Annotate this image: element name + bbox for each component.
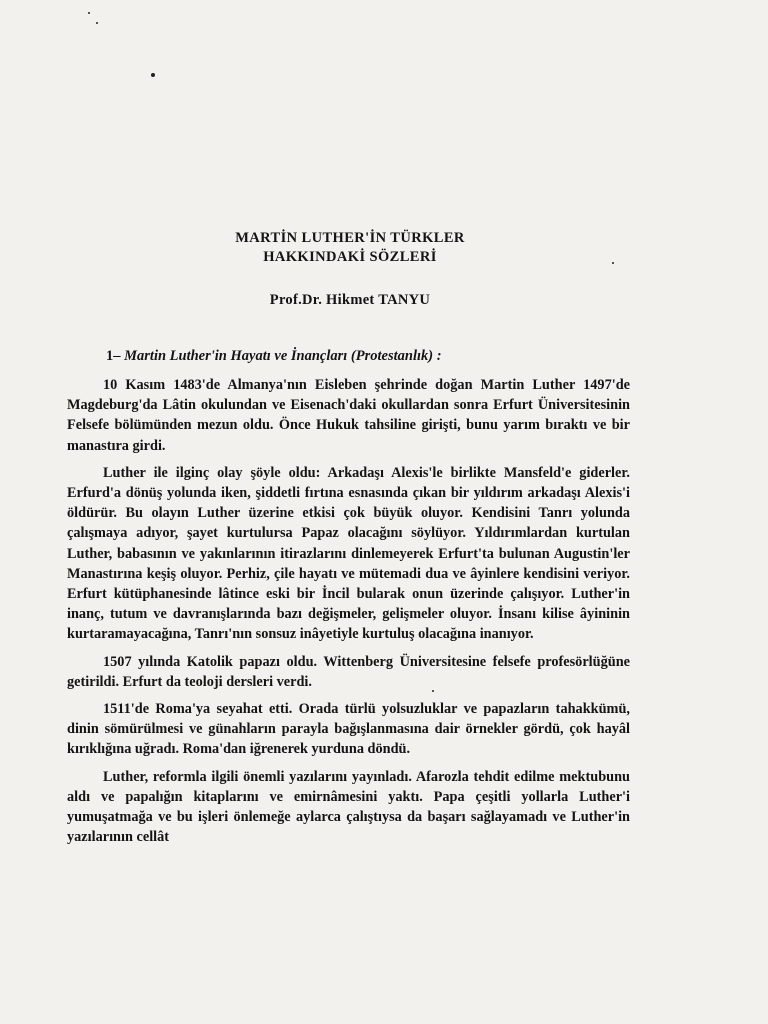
paragraph: 1511'de Roma'ya seyahat etti. Orada türlü yolsuzluklar ve papazların tahakkümü, dinin sömürülmesi ve günahların parayla bağışlanmasına dair örnekler gördü, çok hayâl kırıklığına uğradı. Roma'dan iğrenerek yurduna döndü.	[67, 701, 630, 758]
document-author: Prof.Dr. Hikmet TANYU	[269, 292, 431, 308]
body-text	[67, 375, 630, 854]
scan-speck	[151, 73, 155, 77]
scan-speck	[88, 12, 90, 14]
paragraph: Luther, reformla ilgili önemli yazılarını yayınladı. Afarozla tehdit edilme mektubunu aldı ve papalığın kitaplarını ve emirnâmesini yaktı. Papa çeşitli yollarla Luther'i yumuşatmağa ve bu işleri önlemeğe aylarca çalıştıysa da başarı sağlayamadı ve Luther'in yazılarının cellât	[67, 768, 630, 846]
document-title-line-1: MARTİN LUTHER'İN TÜRKLER	[235, 230, 465, 246]
paragraph: 1507 yılında Katolik papazı oldu. Wittenberg Üniversitesine felsefe profesörlüğüne getirildi. Erfurt da teoloji dersleri verdi.	[67, 653, 630, 690]
paragraph: 10 Kasım 1483'de Almanya'nın Eisleben şehrinde doğan Martin Luther 1497'de Magdeburg'da Lâtin okulundan ve Eisenach'daki okullardan sonra Erfurt Üniversitesinin Felsefe bölümünden mezun oldu. Önce Hukuk tahsiline girişti, bunu yarım bıraktı ve bir manastıra girdi.	[67, 377, 630, 454]
paragraph: Luther ile ilginç olay şöyle oldu: Arkadaşı Alexis'le birlikte Mansfeld'e giderler. Erfurd'a dönüş yolunda iken, şiddetli fırtına esnasında çıkan bir yıldırım arkadaşı Alexis'i öldürür. Bu olayın Luther üzerine etkisi çok büyük oluyor. Kendisini Tanrı yolunda çalışmaya adıyor, şayet kurtulursa Papaz olacağını söylüyor. Yıldırımlardan kurtulan Luther, babasının ve yakınlarının itirazlarını dinlemeyerek Erfurt'ta bulunan Augustin'ler Manastırına keşiş oluyor. Perhiz, çile hayatı ve mütemadi dua ve âyinlere kendisini veriyor. Erfurt kütüphanesinde lâtince eski bir İncil bularak onun üzerinde çalışıyor. Luther'in inanç, tutum ve davranışlarında bazı değişmeler, gelişmeler oluyor. İnsanı kilise âyininin kurtaramayacağına, Tanrı'nın sonsuz inâyetiyle kurtuluş olacağına inanıyor.	[67, 464, 630, 643]
section-heading	[106, 348, 442, 365]
section-title: Martin Luther'in Hayatı ve İnançları (Protestanlık) :	[124, 348, 442, 364]
section-number: 1–	[106, 348, 121, 364]
document-title-line-2: HAKKINDAKİ SÖZLERİ	[263, 249, 437, 265]
scan-speck	[96, 22, 98, 24]
